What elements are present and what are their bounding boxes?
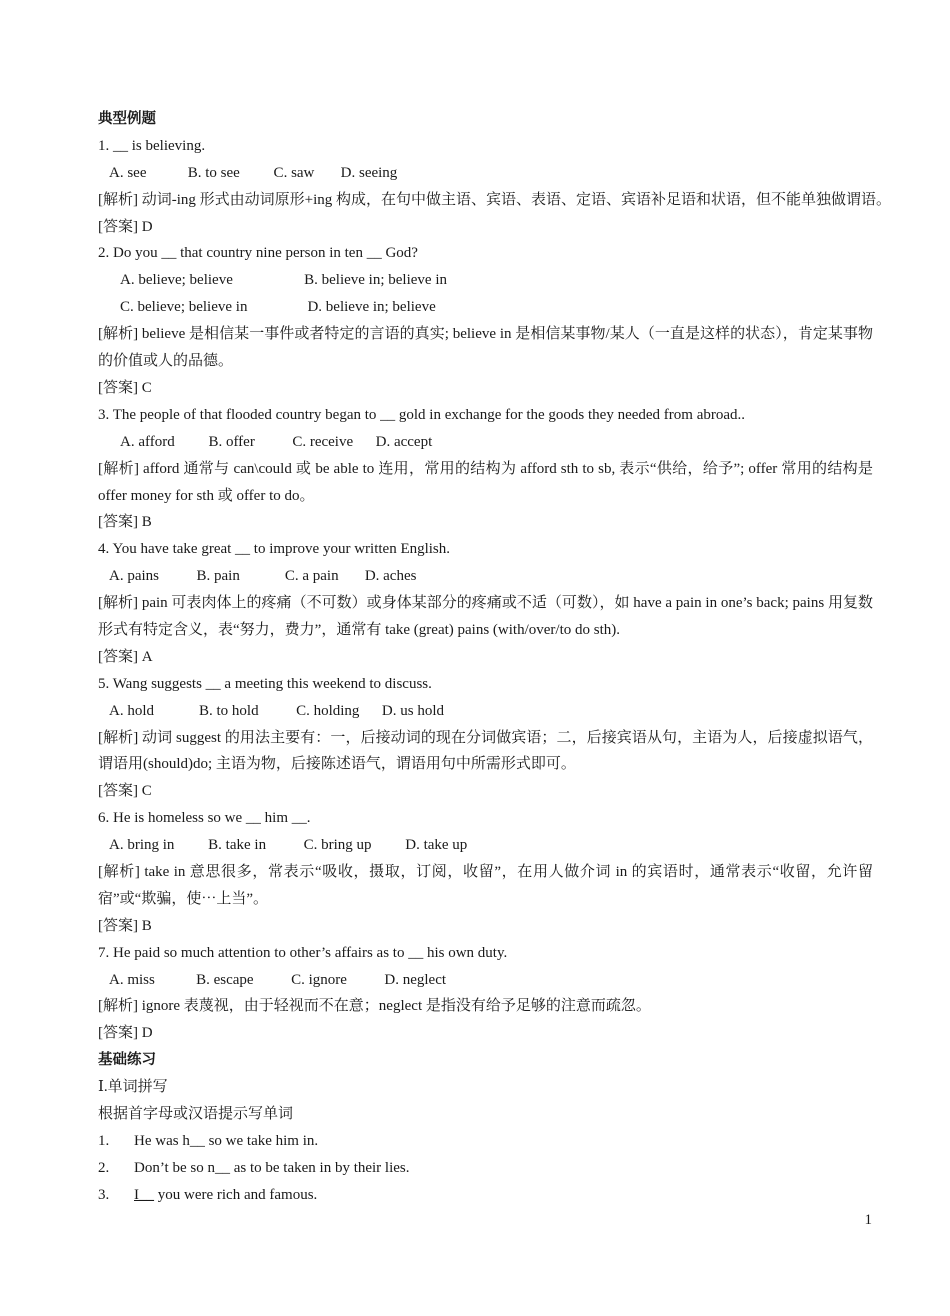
question-analysis: [解析] afford 通常与 can\could 或 be able to 连用，常用的结构为 afford sth to sb, 表示“供给，给予”; offer 常用的结构是 offer money for sth 或 offer to do。 [98,460,873,504]
question-answer: [答案] D [98,218,153,235]
question-analysis: [解析] believe 是相信某一事件或者特定的言语的真实; believe in 是相信某事物/某人（一直是这样的状态），肯定某事物的价值或人的品德。 [98,326,873,370]
question-answer: [答案] B [98,917,152,934]
question-analysis: [解析] pain 可表肉体上的疼痛（不可数）或身体某部分的疼痛或不适（可数），如 have a pain in one’s back; pains 用复数形式有特定含义，表“努力，费力”，通常有 take (great) pains (with/over/to do sth). [98,595,873,638]
question-options: C. believe; believe in D. believe in; believe [120,299,436,316]
question-options: A. believe; believe B. believe in; believe in [120,272,447,289]
question-options: A. pains B. pain C. a pain D. aches [109,568,417,585]
question-analysis: [解析] ignore 表蔑视，由于轻视而不在意；neglect 是指没有给予足够的注意而疏忽。 [98,998,651,1015]
question-6 [98,805,873,939]
practice-instruction: 根据首字母或汉语提示写单词 [98,1106,294,1123]
question-stem: 1. __ is believing. [98,137,206,154]
practice-item-text: you were rich and famous. [154,1186,318,1203]
practice-item [98,1182,873,1209]
question-answer: [答案] B [98,514,152,531]
practice-item-number: 3. [98,1186,110,1203]
question-analysis: [解析] take in 意思很多，常表示“吸收，摄取，订阅，收留”，在用人做介词 in 的宾语时，通常表示“收留，允许留宿”或“欺骗，使⋯上当”。 [98,864,873,907]
question-options: A. bring in B. take in C. bring up D. take up [109,837,468,854]
question-options: A. miss B. escape C. ignore D. neglect [109,971,447,988]
question-stem: 4. You have take great __ to improve your written English. [98,541,451,558]
question-stem: 5. Wang suggests __ a meeting this weekend to discuss. [98,675,432,692]
practice-item [98,1155,873,1182]
practice-item-text: Don’t be so n__ as to be taken in by their lies. [134,1159,410,1176]
question-2 [98,240,873,401]
question-answer: [答案] C [98,379,152,396]
page-number: 1 [864,1212,872,1228]
practice-item [98,1128,873,1155]
question-answer: [答案] A [98,648,153,665]
question-7 [98,940,873,1048]
section-title-practice: 基础练习 [98,1052,156,1069]
question-1 [98,133,892,241]
question-4 [98,536,873,670]
practice-item-text: He was h__ so we take him in. [134,1132,319,1149]
question-analysis: [解析] 动词-ing 形式由动词原形+ing 构成，在句中做主语、宾语、表语、定语、宾语补足语和状语，但不能单独做谓语。 [98,191,892,208]
practice-item-number: 1. [98,1132,110,1149]
practice-part-title: Ⅰ.单词拼写 [98,1079,168,1096]
question-stem: 3. The people of that flooded country began to __ gold in exchange for the goods they needed from abroad.. [98,406,746,423]
question-options: A. see B. to see C. saw D. seeing [109,164,398,181]
question-stem: 2. Do you __ that country nine person in ten __ God? [98,245,418,262]
question-options: A. afford B. offer C. receive D. accept [120,433,433,450]
question-answer: [答案] D [98,1025,153,1042]
practice-item-hint: I__ [134,1186,154,1203]
question-3 [98,402,873,536]
question-options: A. hold B. to hold C. holding D. us hold [109,702,445,719]
section-title-examples: 典型例题 [98,111,156,127]
question-stem: 7. He paid so much attention to other’s affairs as to __ his own duty. [98,944,508,961]
question-5 [98,671,873,805]
question-answer: [答案] C [98,783,152,800]
practice-item-number: 2. [98,1159,110,1176]
document-page [98,106,892,1209]
question-analysis: [解析] 动词 suggest 的用法主要有：一，后接动词的现在分词做宾语；二，后接宾语从句，主语为人，后接虚拟语气，谓语用(should)do; 主语为物，后接陈述语气，谓语用句中所需形式即可。 [98,729,873,773]
question-stem: 6. He is homeless so we __ him __. [98,810,311,827]
